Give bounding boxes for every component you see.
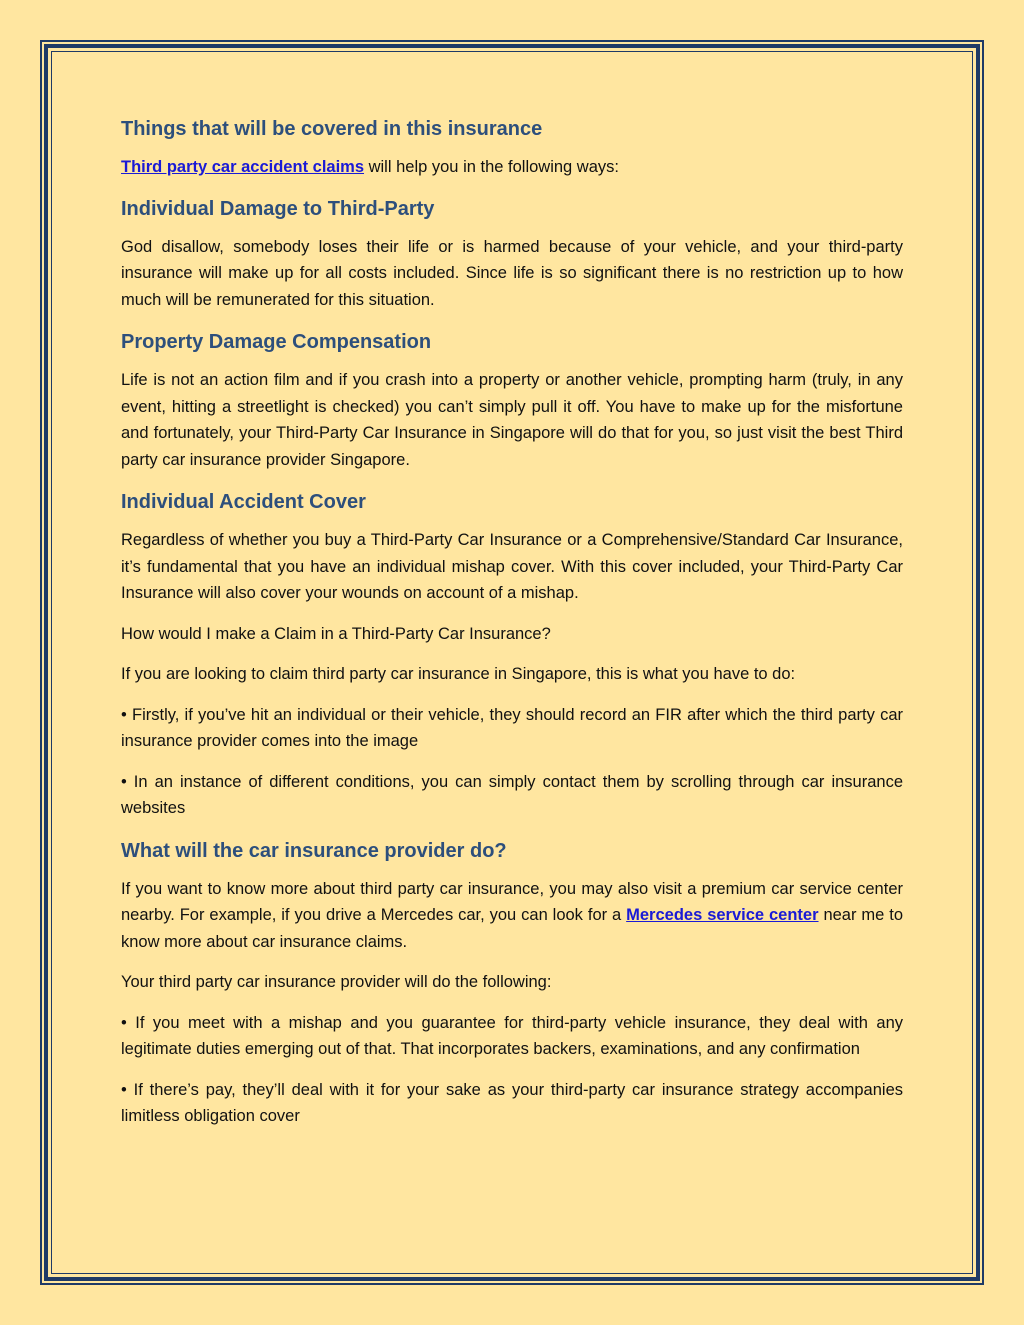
heading-individual-damage: Individual Damage to Third-Party <box>121 197 435 220</box>
paragraph-mercedes <box>121 876 903 956</box>
paragraph-claim-question: How would I make a Claim in a Third-Party Car Insurance? <box>121 624 551 643</box>
bullet-claim-fir: • Firstly, if you’ve hit an individual or their vehicle, they should record an FIR after which the third party car insurance provider comes into the image <box>121 705 903 750</box>
bullet-claim-websites: • In an instance of different conditions, you can simply contact them by scrolling through car insurance websites <box>121 772 903 817</box>
paragraph-provider-intro: Your third party car insurance provider will do the following: <box>121 973 552 991</box>
mercedes-text-before: If you want to know more about third party car insurance, you may also visit a premium car service center nearby. For example, if you drive a Mercedes car, you can look for a <box>121 879 903 924</box>
paragraph-property-damage: Life is not an action film and if you crash into a property or another vehicle, prompting harm (truly, in any event, hitting a streetlight is checked) you can’t simply pull it off. You have to make up for the misfortune and fortunately, your Third-Party Car Insurance in Singapore will do that for you, so just visit the best Third party car insurance provider Singapore. <box>121 371 903 469</box>
paragraph-claim-intro: If you are looking to claim third party car insurance in Singapore, this is what you have to do: <box>121 665 796 683</box>
intro-paragraph <box>121 154 903 181</box>
paragraph-accident-cover: Regardless of whether you buy a Third-Party Car Insurance or a Comprehensive/Standard Car Insurance, it’s fundamental that you have an individual mishap cover. With this cover included, your Third-Party Car Insurance will also cover your wounds on account of a mishap. <box>121 531 903 602</box>
bullet-provider-duties: • If you meet with a mishap and you guarantee for third-party vehicle insurance, they deal with any legitimate duties emerging out of that. That incorporates backers, examinations, and any confirmation <box>121 1013 903 1058</box>
intro-text: will help you in the following ways: <box>364 158 619 176</box>
paragraph-individual-damage: God disallow, somebody loses their life or is harmed because of your vehicle, and your third-party insurance will make up for all costs included. Since life is so significant there is no restriction up to how much will be remunerated for this situation. <box>121 237 903 309</box>
heading-things-covered: Things that will be covered in this insurance <box>121 118 543 140</box>
heading-provider-do: What will the car insurance provider do? <box>121 839 507 862</box>
third-party-claims-link[interactable]: Third party car accident claims <box>121 158 365 176</box>
mercedes-text-after: near me to know more about car insurance claims. <box>121 906 903 951</box>
bullet-provider-pay: • If there’s pay, they’ll deal with it for your sake as your third-party car insurance strategy accompanies limitless obligation cover <box>121 1080 903 1125</box>
heading-property-damage: Property Damage Compensation <box>121 331 432 353</box>
mercedes-service-center-link[interactable]: Mercedes service center <box>626 906 819 924</box>
heading-accident-cover: Individual Accident Cover <box>121 491 366 513</box>
document-content <box>121 114 903 1144</box>
